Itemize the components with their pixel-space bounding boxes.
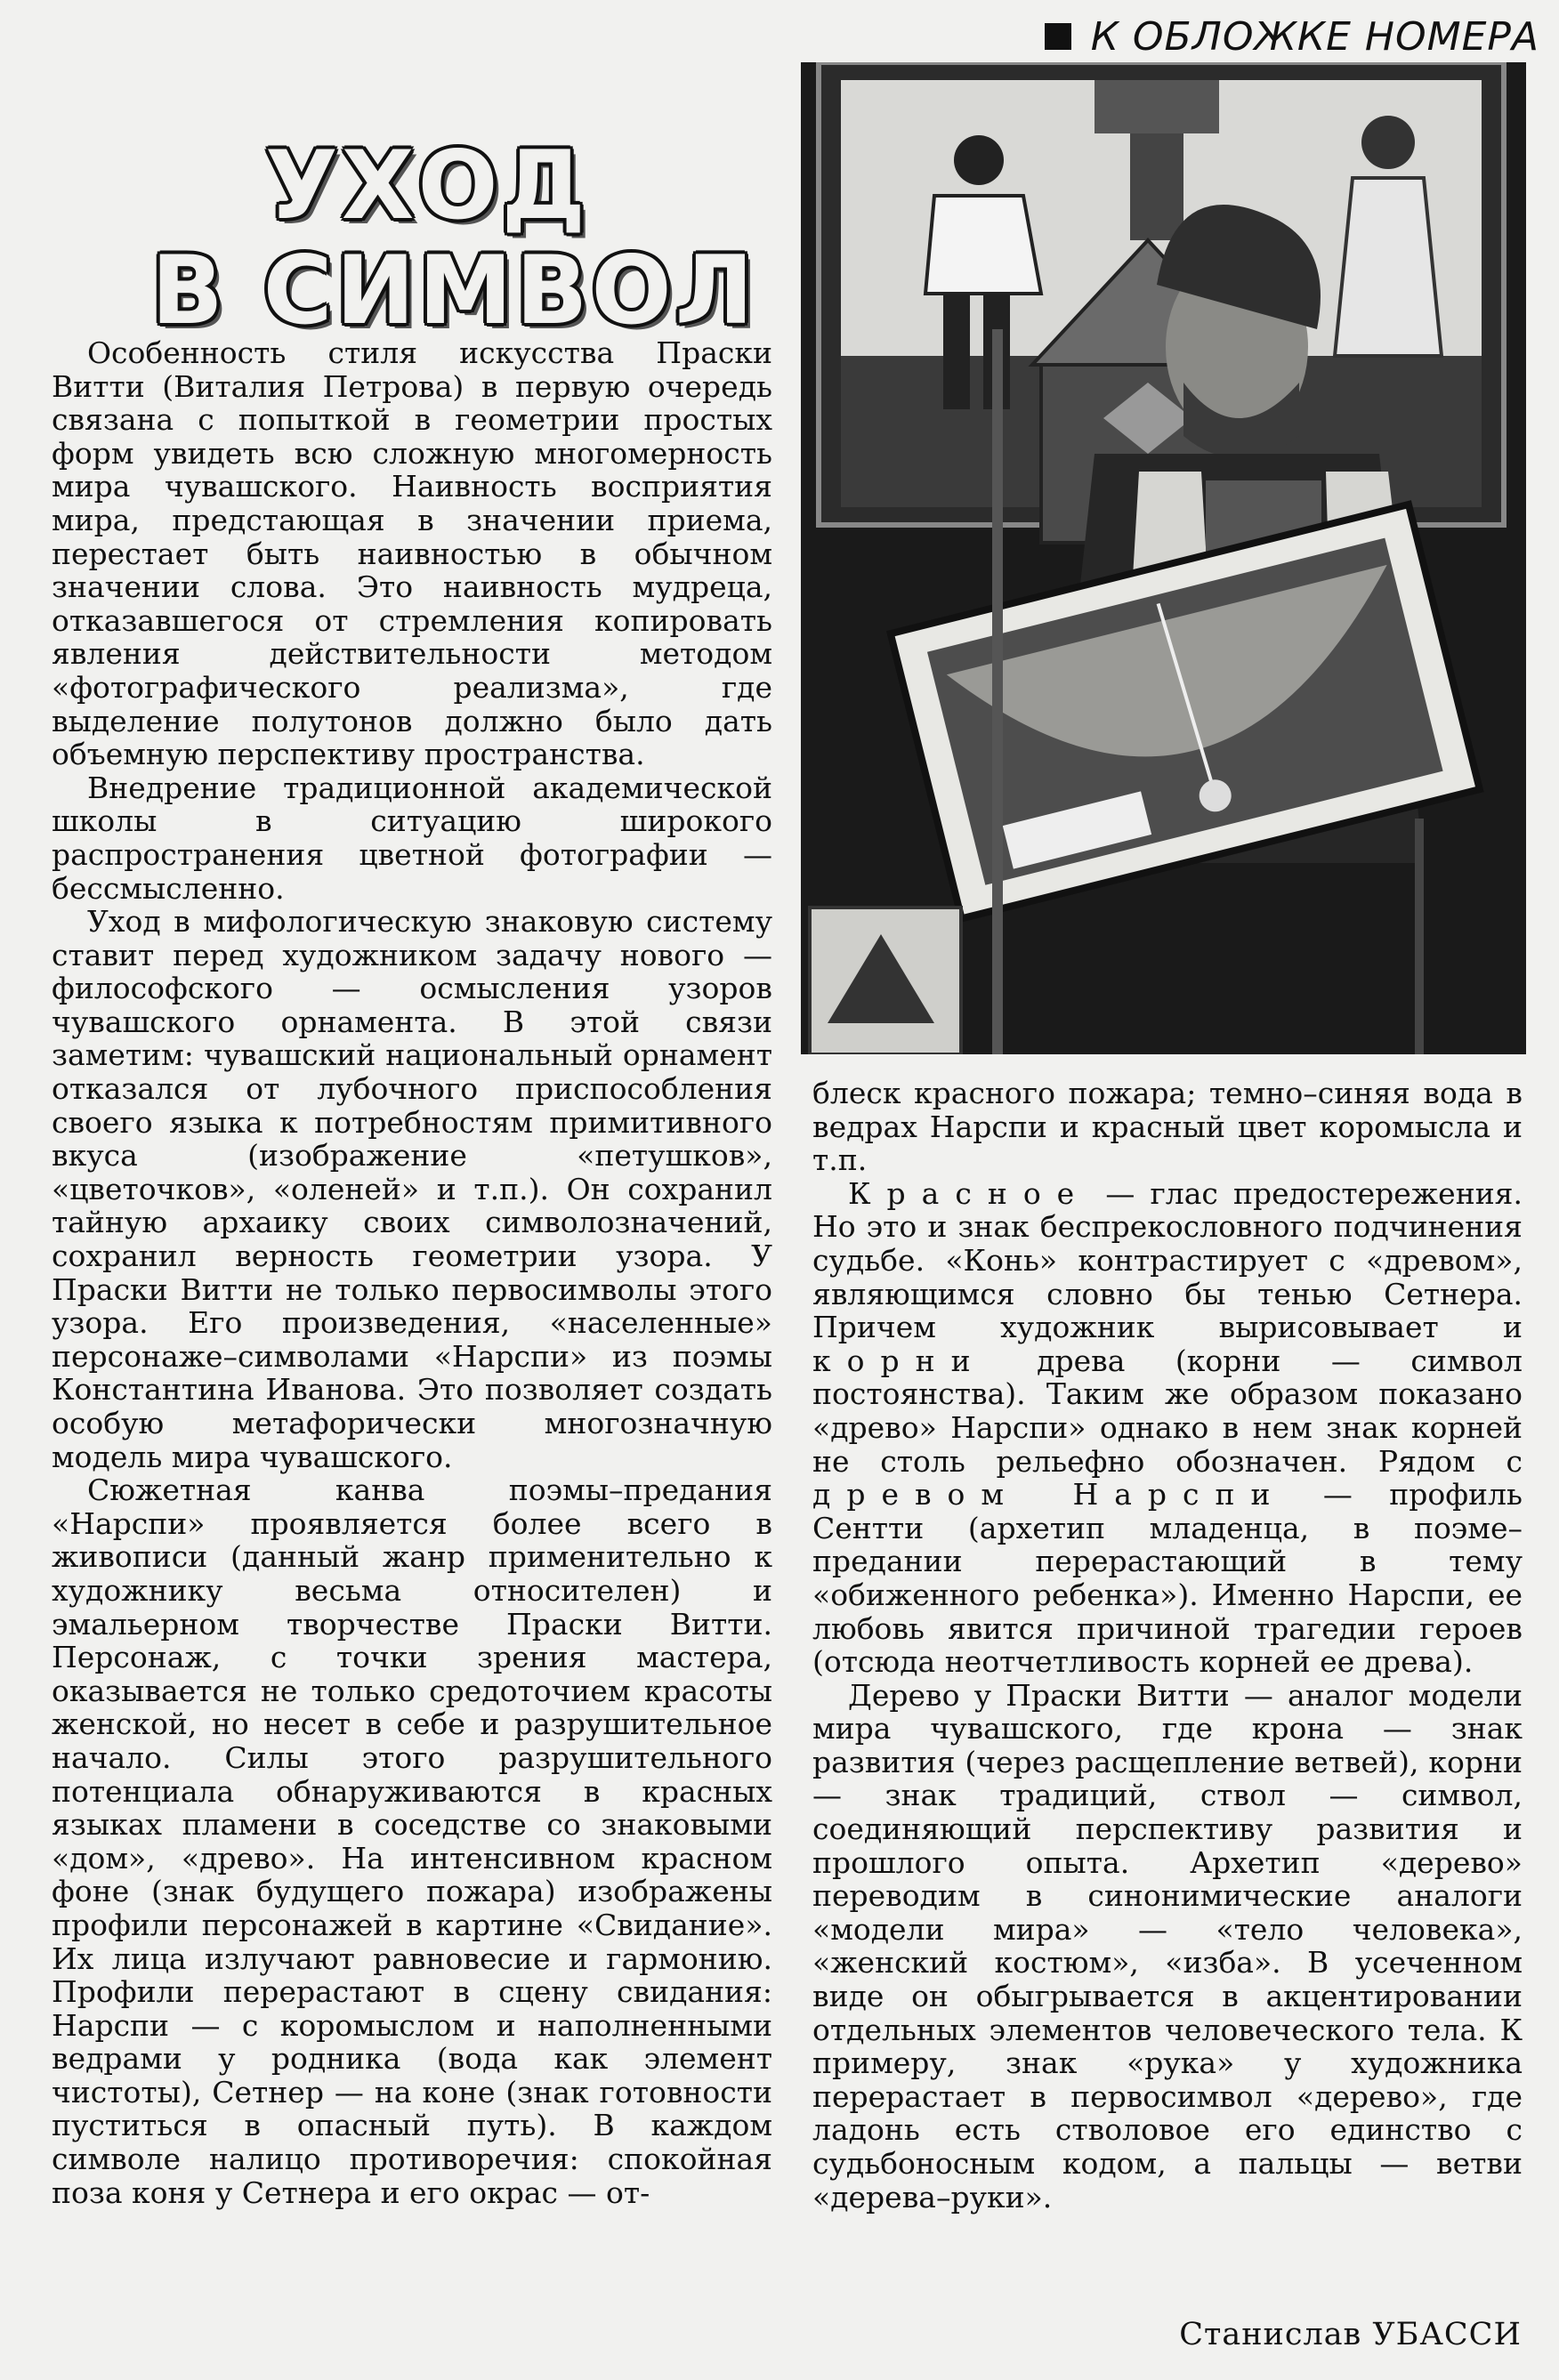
emphasis-red: Красное	[848, 1175, 1091, 1211]
paragraph-continuation: блеск красного пожара; темно–синяя вода в ведрах Нарспи и красный цвет коромысла и т.п.	[812, 1076, 1523, 1178]
artist-with-paintings-image	[801, 62, 1526, 1054]
emphasis-tree-narspi: древом Нарспи	[812, 1477, 1287, 1513]
paragraph-4: Сюжетная канва поэмы–предания «Нарспи» проявляется более всего в живописи (данный жанр применительно к художнику весьма относителен) и эмальерном творчестве Праски Витти. Персонаж, с точки зрения мастера, оказывается не только средоточием красоты женской, но несет в себе и разрушительное начало. Силы этого разрушительного потенциала обнаруживаются в красных языках пламени в соседстве со знаковыми «дом», «древо». На интенсивном красном фоне (знак будущего пожара) изображены профили персонажей в картине «Свидание». Их лица излучают равновесие и гармонию. Профили перерастают в сцену свидания: Нарспи — с коромыслом и наполненными ведрами у родника (вода как элемент чистоты), Сетнер — на коне (знак готовности пуститься в опасный путь). В каждом символе налицо противоречия: спокойная поза коня у Сетнера и его окрас — от-	[52, 1472, 772, 2210]
headline-line-2: В СИМВОЛ	[151, 236, 757, 345]
rubric-label: К ОБЛОЖКЕ НОМЕРА	[1090, 13, 1539, 60]
text-segment: — глас предостережения. Но это и знак беспрекословного подчинения судьбе. «Конь» контрастирует с «древом», являющимся словно бы тенью Сетнера. Причем художник вырисовывает и	[812, 1175, 1523, 1345]
paragraph-tree: Дерево у Праски Витти — аналог модели мира чувашского, где крона — знак развития (через расщепление ветвей), корни — знак традиций, ствол — символ, соединяющий перспективу развития и прошлого опыта. Архетип «дерево» переводим в синонимические аналоги «модели мира» — «тело человека», «женский костюм», «изба». В усеченном виде он обыгрывается в акцентировании отдельных элементов человеческого тела. К примеру, знак «рука» у художника перерастает в первосимвол «дерево», где ладонь есть стволовое его единство с судьбоносным кодом, а пальцы — ветви «дерева–руки».	[812, 1677, 1523, 2215]
text-segment: древа (корни — символ постоянства). Таким же образом показано «древо» Нарспи» однако в нем знак корней не столь рельефно обозначен. Рядом с	[812, 1343, 1523, 1479]
headline-line-1: УХОД	[265, 131, 589, 240]
paragraph-3: Уход в мифологическую знаковую систему ставит перед художником задачу нового — философского — осмысления узоров чувашского орнамента. В этой связи заметим: чувашский национальный орнамент отказался от лубочного приспособления своего языка к потребностям примитивного вкуса (изображение «петушков», «цветочков», «оленей» и т.п.). Он сохранил тайную архаику своих символозначений, сохранил верность геометрии узора. У Праски Витти не только первосимволы этого узора. Его произведения, «населенные» персонаже–символами «Нарспи» из поэмы Константина Иванова. Это позволяет создать особую метафорически многозначную модель мира чувашского.	[52, 904, 772, 1474]
cover-photo	[801, 62, 1526, 1054]
section-rubric	[925, 9, 1539, 64]
article-headline	[151, 131, 757, 345]
emphasis-roots: корни	[812, 1343, 987, 1378]
text-segment: — профиль Сентти (архетип младенца, в поэме–предании перерастающий в тему «обиженного ребенка»). Именно Нарспи, ее любовь явится причиной трагедии героев (отсюда неотчетливость корней ее древа).	[812, 1477, 1523, 1680]
paragraph-1: Особенность стиля искусства Праски Витти (Виталия Петрова) в первую очередь связана с попыткой в геометрии простых форм увидеть всю сложную многомерность мира чувашского. Наивность восприятия мира, предстающая в значении приема, перестает быть наивностью в обычном значении слова. Это наивность мудреца, отказавшегося от стремления копировать явления действительности методом «фотографического реализма», где выделение полутонов должно было дать объемную перспективу пространства.	[52, 335, 772, 772]
paragraph-2: Внедрение традиционной академической школы в ситуацию широкого распространения цветной фотографии — бессмысленно.	[52, 770, 772, 906]
rubric-square-icon	[1045, 23, 1071, 50]
paragraph-red-symbol	[812, 1177, 1523, 1679]
article-column-left	[52, 336, 772, 2209]
article-column-right	[812, 1077, 1523, 2214]
author-signature: Станислав УБАССИ	[1179, 2317, 1522, 2352]
